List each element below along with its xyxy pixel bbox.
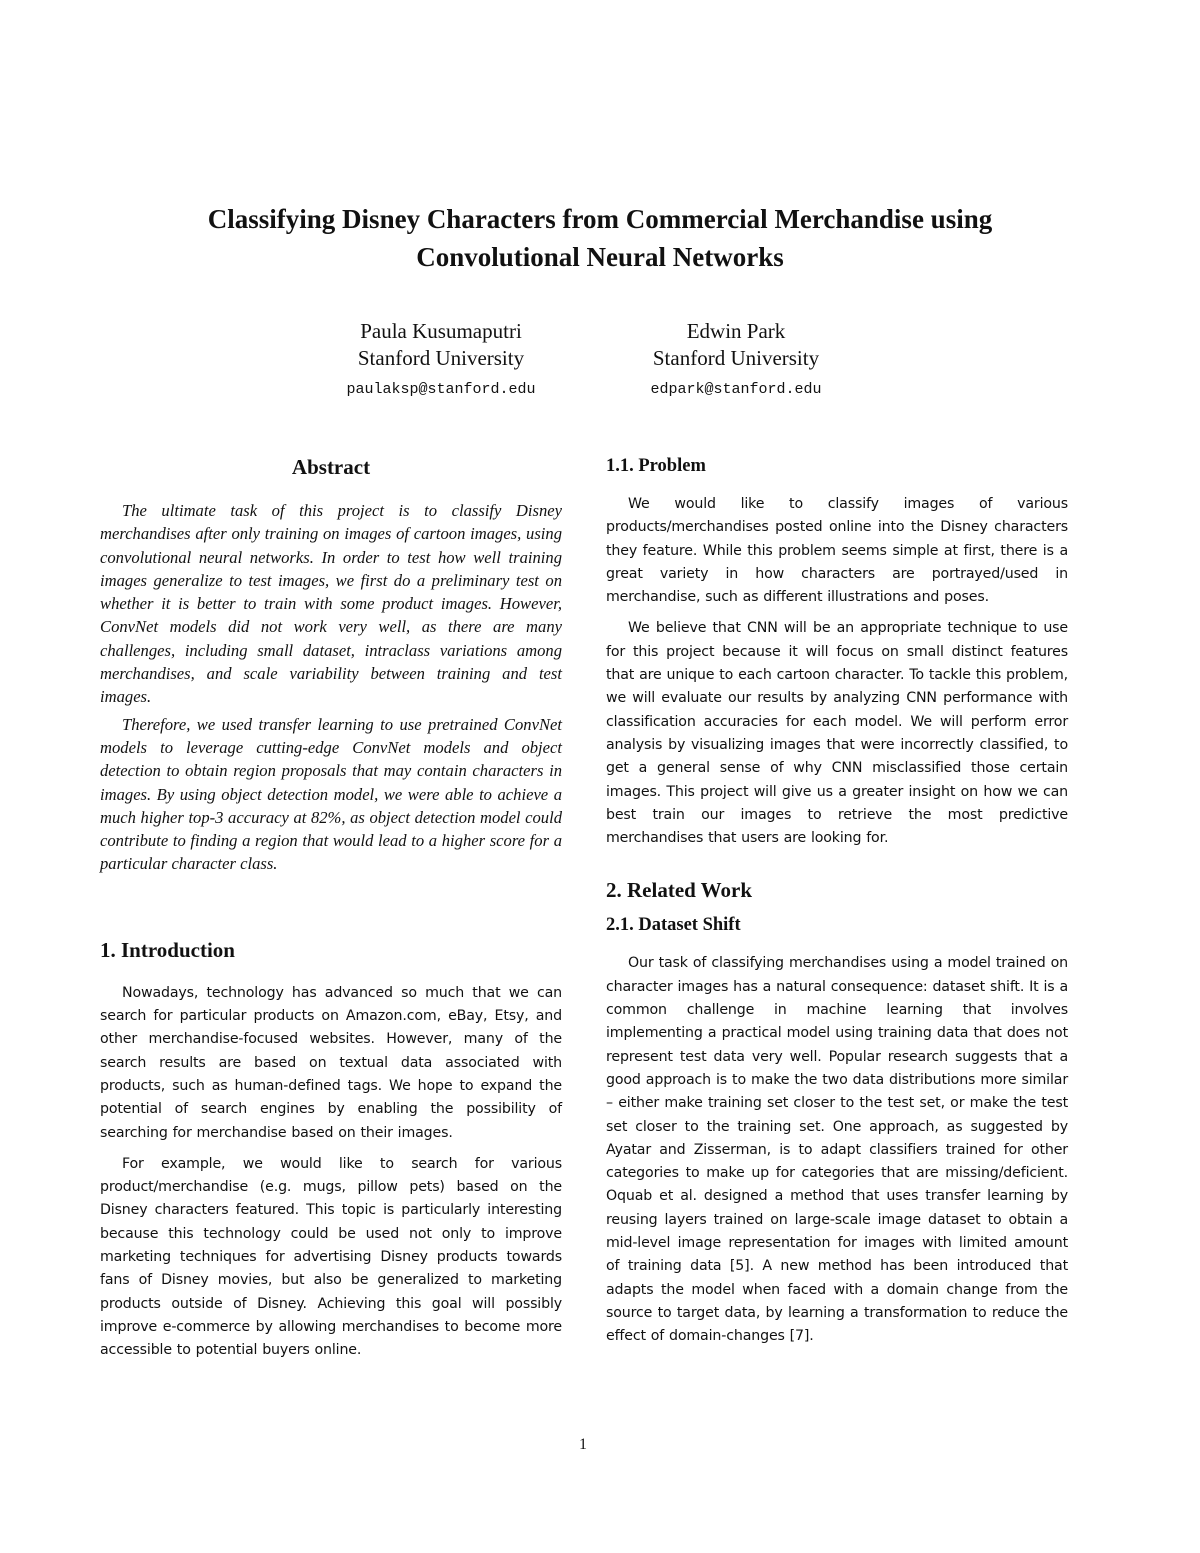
page-number: 1: [579, 1436, 587, 1453]
author-name: Paula Kusumaputri: [360, 319, 522, 343]
introduction-paragraph-1: Nowadays, technology has advanced so much that we can search for particular products on Amazon.com, eBay, Etsy, and other merchandise-focused websites. However, many of the search results are based on textual data associated with products, such as human-defined tags. We hope to expand the potential of search engines by enabling the possibility of searching for merchandise based on their images.: [100, 984, 562, 1141]
paper-title-line-2: Convolutional Neural Networks: [416, 242, 784, 272]
related-work-heading: 2. Related Work: [606, 878, 753, 903]
problem-heading: 1.1. Problem: [606, 456, 706, 476]
author-email: edpark@stanford.edu: [650, 381, 822, 398]
problem-paragraph-2: We believe that CNN will be an appropriate technique to use for this project because it will focus on small distinct features that are unique to each cartoon character. To tackle this problem, we will evaluate our results by analyzing CNN performance with classification accuracies for each model. We will perform error analysis by visualizing images that were incorrectly classified, to get a general sense of why CNN misclassified those certain images. This project will give us a greater insight on how we can best train our images to retrieve the most predictive merchandises that users are looking for.: [606, 620, 1068, 847]
paper-title: [100, 200, 1100, 276]
paper-title-line-1: Classifying Disney Characters from Commercial Merchandise using: [207, 204, 993, 234]
problem-paragraph-1: We would like to classify images of various products/merchandises posted online into the Disney characters they feature. While this problem seems simple at first, there is a great variety in how characters are portrayed/used in merchandise, such as different illustrations and poses.: [606, 496, 1068, 606]
dataset-shift-paragraph-1: Our task of classifying merchandises using a model trained on character images has a natural consequence: dataset shift. It is a common challenge in machine learning that involves implementing a practical model using training data that does not represent test data very well. Popular research suggests that a good approach is to make the two data distributions more similar – either make training set closer to the test set, or make the test set closer to the training set. One approach, as suggested by Ayatar and Zisserman, is to adapt classifiers trained for other categories to make up for categories that are missing/deficient. Oquab et al. designed a method that uses transfer learning by reusing layers trained on large-scale image dataset to obtain a mid-level image representation for images with limited amount of training data [5]. A new method has been introduced that adapts the model when faced with a domain change from the source to target data, by learning a transformation to reduce the effect of domain-changes [7].: [606, 955, 1068, 1345]
abstract-paragraph-2: Therefore, we used transfer learning to use pretrained ConvNet models to leverage cutting-edge ConvNet models and object detection to obtain region proposals that may contain characters in images. By using object detection model, we were able to achieve a much higher top-3 accuracy at 82%, as object detection model could contribute to finding a region that would lead to a higher score for a particular character class.: [100, 714, 562, 874]
right-column: [606, 453, 1068, 1357]
author-email: paulaksp@stanford.edu: [346, 381, 536, 398]
author-block-1: [291, 318, 591, 400]
author-name: Edwin Park: [686, 319, 786, 343]
abstract-heading: Abstract: [291, 455, 371, 479]
author-block-2: [586, 318, 886, 400]
left-column: [100, 453, 562, 1371]
introduction-paragraph-2: For example, we would like to search for various product/merchandise (e.g. mugs, pillow pets) based on the Disney characters featured. This topic is particularly interesting because this technology could be used not only to improve marketing techniques for advertising Disney products towards fans of Disney movies, but also be generalized to marketing products outside of Disney. Achieving this goal will possibly improve e-commerce by allowing merchandises to become more accessible to potential buyers online.: [100, 1155, 562, 1359]
author-affiliation: Stanford University: [652, 346, 820, 370]
abstract-paragraph-1: The ultimate task of this project is to classify Disney merchandises after only training on images of cartoon images, using convolutional neural networks. In order to test how well training images generalize to test images, we first do a preliminary test on whether it is better to train with some product images. However, ConvNet models did not work very well, as there are many challenges, including small dataset, intraclass variations among merchandises, and scale variability between training and test images.: [100, 501, 562, 707]
dataset-shift-heading: 2.1. Dataset Shift: [606, 915, 741, 936]
introduction-heading: 1. Introduction: [100, 937, 235, 962]
author-affiliation: Stanford University: [357, 346, 525, 370]
